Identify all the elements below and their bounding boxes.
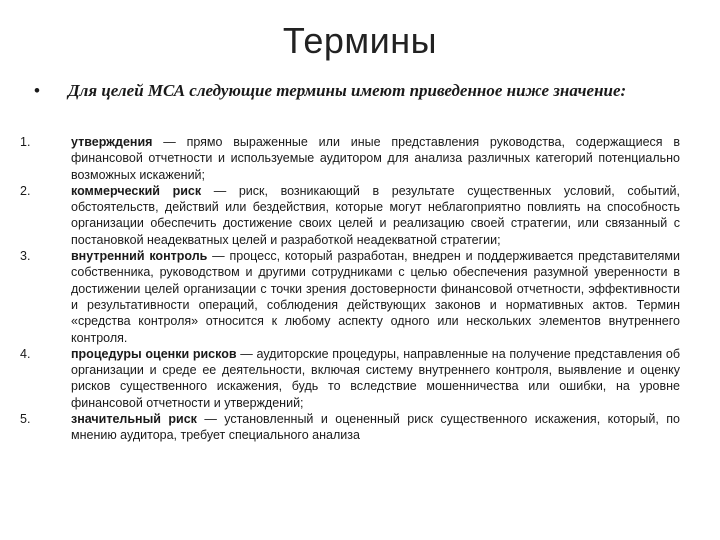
term-item-business-risk: [20, 183, 680, 248]
slide-title: Термины: [282, 20, 438, 61]
term-number: 5.: [20, 412, 31, 427]
term-name: процедуры оценки рисков: [71, 346, 237, 361]
term-definition: — риск, возникающий в результате существенных условий, событий, обстоятельств, действий или бездействия, которые могут неблагоприятно повлиять на способность организации обеспечить достижение своих целей и реализацию своей стратегии, или связанный с постановкой неадекватных целей и разработкой неадекватной стратегии;: [71, 183, 680, 247]
term-definition: — процесс, который разработан, внедрен и поддерживается представителями собственника, руководством и другими сотрудниками с целью обеспечения разумной уверенности в достижении целей организации с точки зрения достоверности финансовой отчетности, эффективности и результативности операций, соблюдения действующих законов и нормативных актов. Термин «средства контроля» относится к любому аспекту одного или нескольких элементов внутреннего контроля.: [71, 249, 680, 345]
term-name: коммерческий риск: [71, 183, 202, 198]
term-definition: — установленный и оцененный риск существенного искажения, который, по мнению аудитора, требует специального анализа: [71, 412, 680, 443]
term-name: значительный риск: [71, 412, 197, 427]
term-number: 2.: [20, 183, 31, 198]
term-name: внутренний контроль: [71, 249, 208, 264]
term-item-internal-control: [20, 248, 680, 346]
term-item-risk-assessment-procedures: [20, 346, 680, 411]
term-number: 1.: [20, 135, 31, 149]
term-definition: — прямо выраженные или иные представления руководства, содержащиеся в финансовой отчетности и используемые аудитором для анализа различных категорий потенциально возможных искажений;: [71, 135, 680, 182]
term-item-assertions: [20, 134, 680, 183]
terms-list: [20, 134, 680, 444]
intro-text: Для целей МСА следующие термины имеют приведенное ниже значение:: [68, 81, 627, 100]
term-number: 4.: [20, 346, 31, 361]
term-number: 3.: [20, 249, 31, 264]
term-item-significant-risk: [20, 411, 680, 444]
bullet-icon: •: [34, 81, 40, 100]
term-name: утверждения: [71, 135, 153, 149]
intro-bullet-item: [30, 80, 670, 101]
term-definition: — аудиторские процедуры, направленные на получение представления об организации и среде ее деятельности, включая систему внутреннего контроля, выявление и оценку рисков существенного искажения, будь то вследствие мошенничества или ошибки, на уровне финансовой отчетности и утверждений;: [71, 346, 680, 410]
